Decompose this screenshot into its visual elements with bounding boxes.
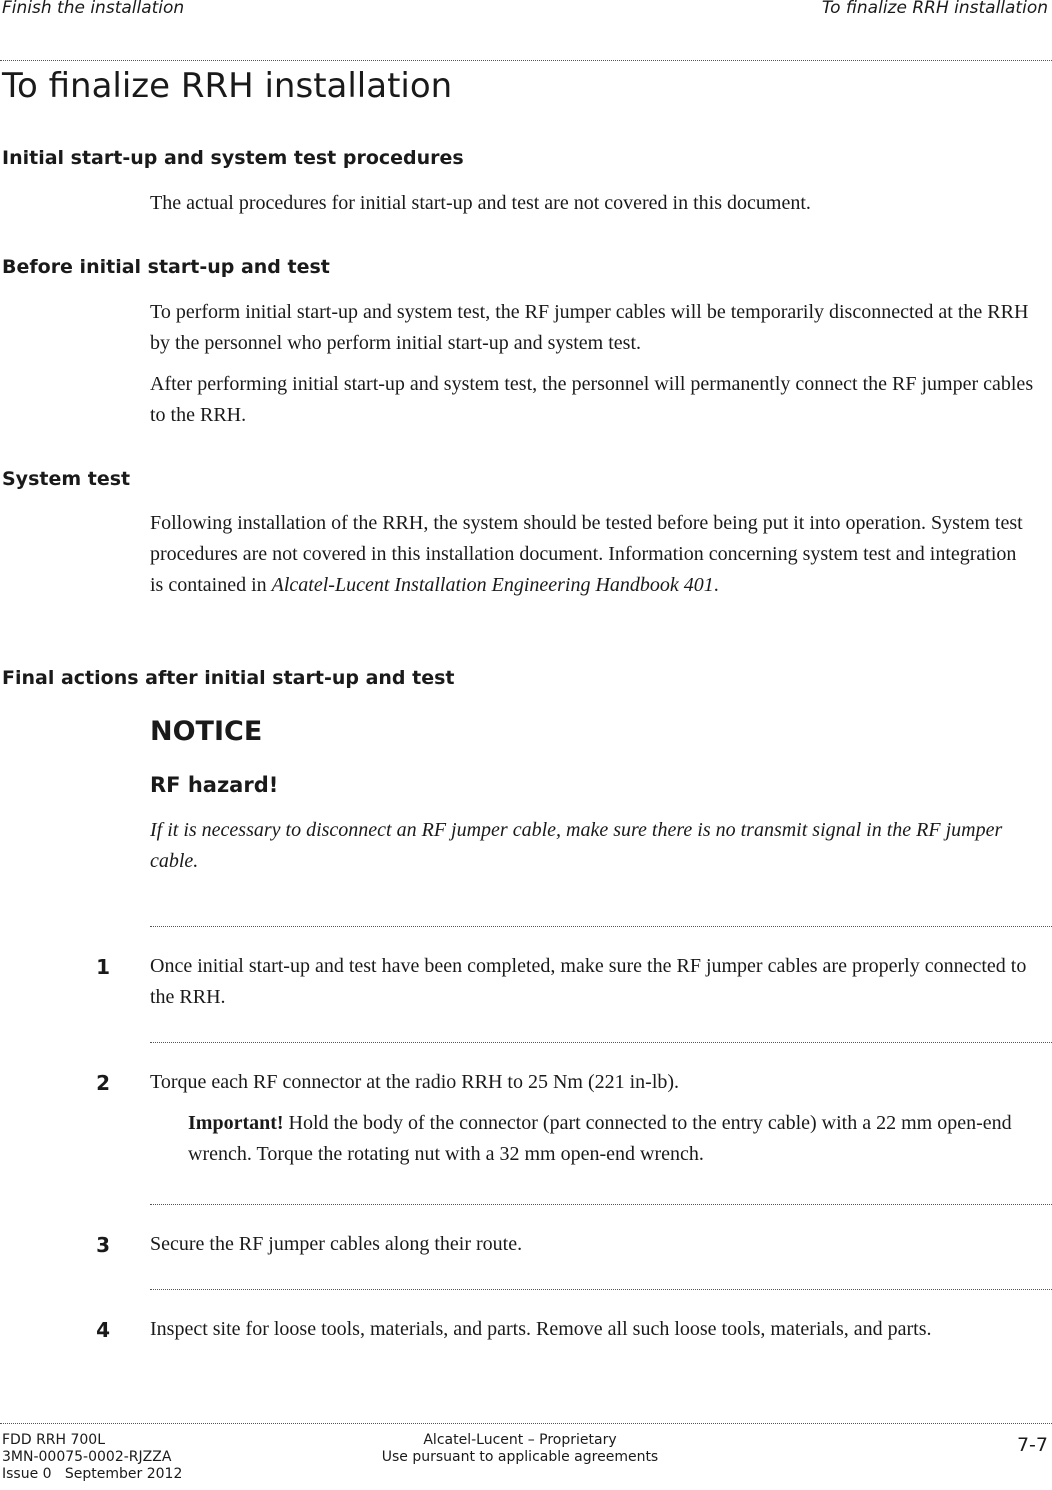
footer-divider [0,1423,1052,1424]
step-number: 4 [96,1318,110,1342]
before-startup-paragraph-2: After performing initial start-up and system test, the personnel will permanently connect the RF jumper cables to the RRH. [150,373,1034,426]
notice-label: NOTICE [150,716,263,747]
step-text: Torque each RF connector at the radio RRH to 25 Nm (221 in-lb). [150,1071,680,1093]
running-header-section: To finalize RRH installation [821,0,1048,18]
hazard-text: If it is necessary to disconnect an RF jumper cable, make sure there is no transmit signal in the RF jumper cable. [150,819,1003,872]
footer-doc-number: 3MN-00075-0002-RJZZA [2,1449,172,1465]
header-divider [0,60,1052,61]
system-test-paragraph [150,508,1030,601]
footer-issue: Issue 0 September 2012 [2,1466,183,1482]
running-header-chapter: Finish the installation [2,0,185,18]
heading-system-test: System test [2,468,131,490]
initial-startup-text: The actual procedures for initial start-up and test are not covered in this document. [150,192,811,214]
before-startup-paragraph-1: To perform initial start-up and system test, the RF jumper cables will be temporarily disconnected at the RRH by the personnel who perform initial start-up and system test. [150,301,1029,354]
heading-final-actions: Final actions after initial start-up and test [2,667,455,689]
hazard-title: RF hazard! [150,773,279,797]
heading-initial-startup: Initial start-up and system test procedures [2,147,464,169]
handbook-title: Alcatel-Lucent Installation Engineering Handbook 401 [271,574,714,596]
important-label: Important! [188,1112,284,1134]
step-number: 1 [96,955,110,979]
footer-company: Alcatel-Lucent – Proprietary [423,1432,617,1448]
step-number: 2 [96,1071,110,1095]
footer-left [2,1432,182,1483]
important-note [188,1108,1045,1170]
page-number: 7-7 [1016,1434,1048,1456]
heading-before-startup: Before initial start-up and test [2,256,330,278]
system-test-text: Following installation of the RRH, the system should be tested before being put it into operation. System test procedures are not covered in this installation document. Information concerning system test and integration is contained in [150,512,1023,596]
important-text: Hold the body of the connector (part connected to the entry cable) with a 22 mm open-end wrench. Torque the rotating nut with a 32 mm open-end wrench. [188,1112,1012,1165]
footer-product: FDD RRH 700L [2,1432,106,1448]
step-text: Secure the RF jumper cables along their route. [150,1233,523,1255]
step-divider [150,926,1052,927]
system-test-text-end: . [713,574,719,596]
step-divider [150,1042,1052,1043]
footer-center [300,1432,740,1466]
footer-usage: Use pursuant to applicable agreements [381,1449,659,1465]
page-title: To finalize RRH installation [2,66,453,106]
step-text: Inspect site for loose tools, materials, and parts. Remove all such loose tools, materials, and parts. [150,1318,932,1340]
step-divider [150,1204,1052,1205]
step-divider [150,1289,1052,1290]
step-text: Once initial start-up and test have been completed, make sure the RF jumper cables are properly connected to the RRH. [150,955,1027,1008]
step-number: 3 [96,1233,110,1257]
